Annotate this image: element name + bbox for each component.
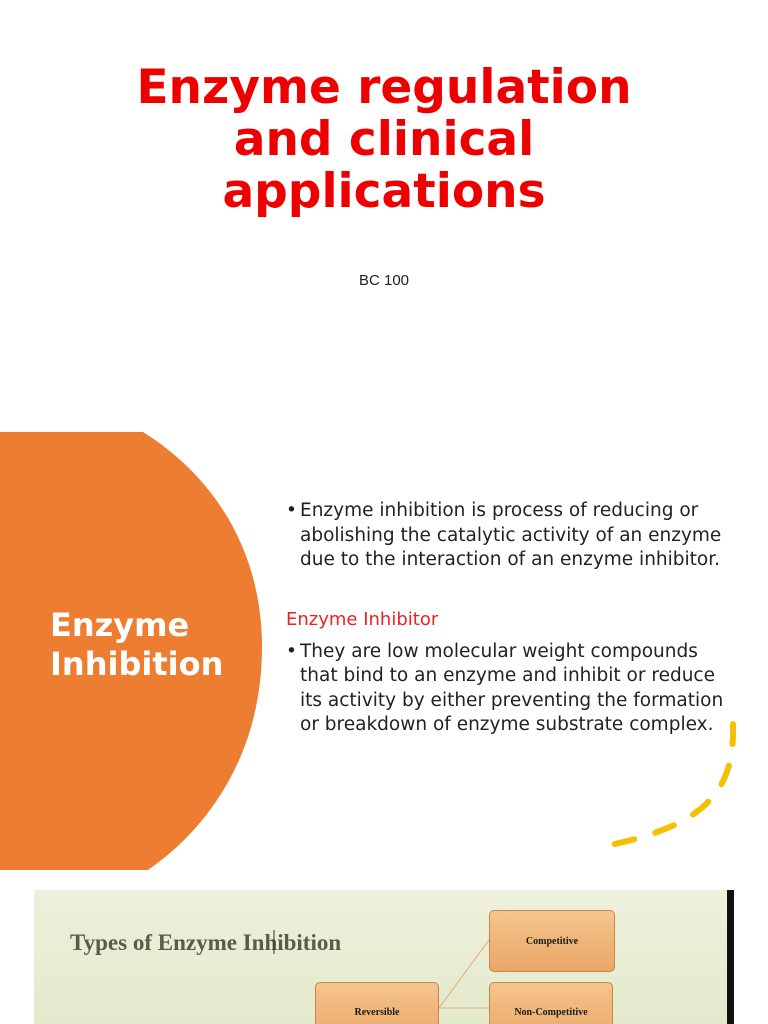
inhibitor-heading: Enzyme Inhibitor bbox=[286, 608, 439, 630]
slide-subtitle: BC 100 bbox=[358, 272, 410, 289]
non-competitive-box: Non-Competitive bbox=[489, 982, 613, 1024]
slide-title: Enzyme regulation and clinical applications bbox=[136, 60, 632, 219]
types-of-inhibition-slide bbox=[34, 890, 734, 1024]
slide-edge-border bbox=[727, 890, 734, 1024]
yellow-dashed-arc-decoration bbox=[0, 432, 768, 870]
reversible-box: Reversible bbox=[315, 982, 439, 1024]
title-slide bbox=[0, 0, 768, 420]
bullet-inhibitor: • They are low molecular weight compounds that bind to an enzyme and inhibit or reduce its activity by either preventing the formation or breakdown of enzyme substrate complex. bbox=[286, 640, 726, 738]
slide3-title: Types of Enzyme Inhibition bbox=[70, 930, 342, 955]
enzyme-inhibition-slide bbox=[0, 432, 768, 870]
section-title: Enzyme Inhibition bbox=[50, 606, 224, 683]
bullet-definition: • Enzyme inhibition is process of reducing or abolishing the catalytic activity of an enzyme due to the interaction of an enzyme inhibitor. bbox=[286, 499, 726, 573]
competitive-box: Competitive bbox=[489, 910, 615, 972]
